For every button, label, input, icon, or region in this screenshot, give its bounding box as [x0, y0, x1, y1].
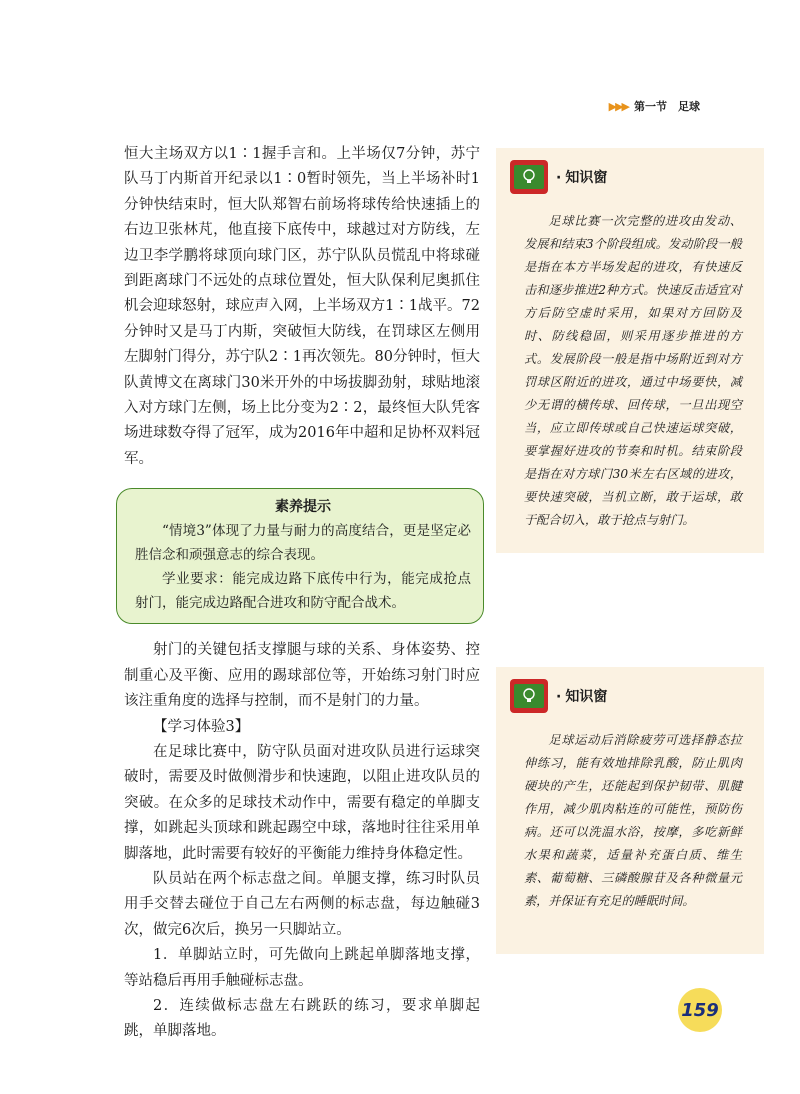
lightbulb-icon [510, 679, 548, 713]
literacy-tip-box [116, 488, 484, 624]
arrow-icon: ▶▶▶ [608, 99, 628, 113]
paragraph-drill: 队员站在两个标志盘之间。单腿支撑，练习时队员用手交替去碰位于自己左右两侧的标志盘，每边触碰3次，做完6次后，换另一只脚站立。 [124, 870, 480, 938]
tip-title: 素养提示 [275, 499, 331, 516]
knowledge-window-text: 足球比赛一次完整的进攻由发动、发展和结束3个阶段组成。发动阶段一般是指在本方半场发起的进攻，有快速反击和逐步推进2种方式。快速反击适宜对方后防空虚时采用，如果对方回防及时、防线稳固，则采用逐步推进的方式。发展阶段一般是指中场附近到对方罚球区附近的进攻，通过中场要快，减少无谓的横传球、回传球，一旦出现空当，应立即传球或自己快速运球突破，要掌握好进攻的节奏和时机。结束阶段是指在对方球门30米左右区域的进攻，要快速突破，当机立断，敢于运球，敢于配合切入，敢于抢点与射门。 [524, 214, 742, 527]
paragraph-step-2: 2．连续做标志盘左右跳跃的练习，要求单脚起跳，单脚落地。 [124, 997, 480, 1040]
section-title: 第一节 足球 [634, 100, 700, 113]
paragraph-balance: 在足球比赛中，防守队员面对进攻队员进行运球突破时，需要及时做侧滑步和快速跑，以阻止进攻队员的突破。在众多的足球技术动作中，需要有稳定的单脚支撑，如跳起头顶球和跳起踢空中球，落地时往往采用单脚落地，此时需要有较好的平衡能力维持身体稳定性。 [124, 743, 480, 862]
knowledge-window-title: · 知识窗 [556, 170, 608, 186]
tip-paragraph-2: 学业要求：能完成边路下底传中行为，能完成抢点射门，能完成边路配合进攻和防守配合战术。 [135, 571, 471, 612]
paragraph-step-1: 1．单脚站立时，可先做向上跳起单脚落地支撑，等站稳后再用手触碰标志盘。 [124, 947, 480, 989]
main-text-column [124, 142, 480, 1045]
paragraph-match-summary: 恒大主场双方以1∶1握手言和。上半场仅7分钟，苏宁队马丁内斯首开纪录以1∶0暂时领先，当上半场补时1分钟快结束时，恒大队郑智右前场将球传给快速插上的右边卫张林芃，他直接下底传中，球越过对方防线，左边卫李学鹏将球顶向球门区，苏宁队队员慌乱中将球碰到距离球门不远处的点球位置处，恒大队保利尼奥抓住机会迎球怒射，球应声入网，上半场双方1∶1战平。72分钟时又是马丁内斯，突破恒大防线，在罚球区左侧用左脚射门得分，苏宁队2∶1再次领先。80分钟时，恒大队黄博文在离球门30米开外的中场拔脚劲射，球贴地滚入对方球门左侧，场上比分变为2∶2，最终恒大队凭客场进球数夺得了冠军，成为2016年中超和足协杯双料冠军。 [124, 146, 480, 467]
page-number: 159 [678, 988, 722, 1032]
lightbulb-icon [510, 160, 548, 194]
knowledge-window-header [510, 160, 750, 194]
knowledge-window-header [510, 679, 750, 713]
knowledge-window-text: 足球运动后消除疲劳可选择静态拉伸练习，能有效地排除乳酸，防止肌肉硬块的产生，还能起到保护韧带、肌腱作用，减少肌肉粘连的可能性，预防伤病。还可以洗温水浴，按摩，多吃新鲜水果和蔬菜，适量补充蛋白质、维生素、葡萄糖、三磷酸腺苷及各种微量元素，并保证有充足的睡眠时间。 [524, 733, 742, 908]
learning-experience-title: 【学习体验3】 [153, 718, 250, 735]
chapter-header [609, 96, 700, 116]
knowledge-window-2 [496, 667, 764, 954]
knowledge-window-title: · 知识窗 [556, 689, 608, 705]
paragraph-shooting: 射门的关键包括支撑腿与球的关系、身体姿势、控制重心及平衡、应用的踢球部位等，开始练习射门时应该注重角度的选择与控制，而不是射门的力量。 [124, 642, 480, 710]
tip-paragraph-1: “情境3”体现了力量与耐力的高度结合，更是坚定必胜信念和顽强意志的综合表现。 [135, 523, 471, 564]
knowledge-window-1 [496, 148, 764, 553]
